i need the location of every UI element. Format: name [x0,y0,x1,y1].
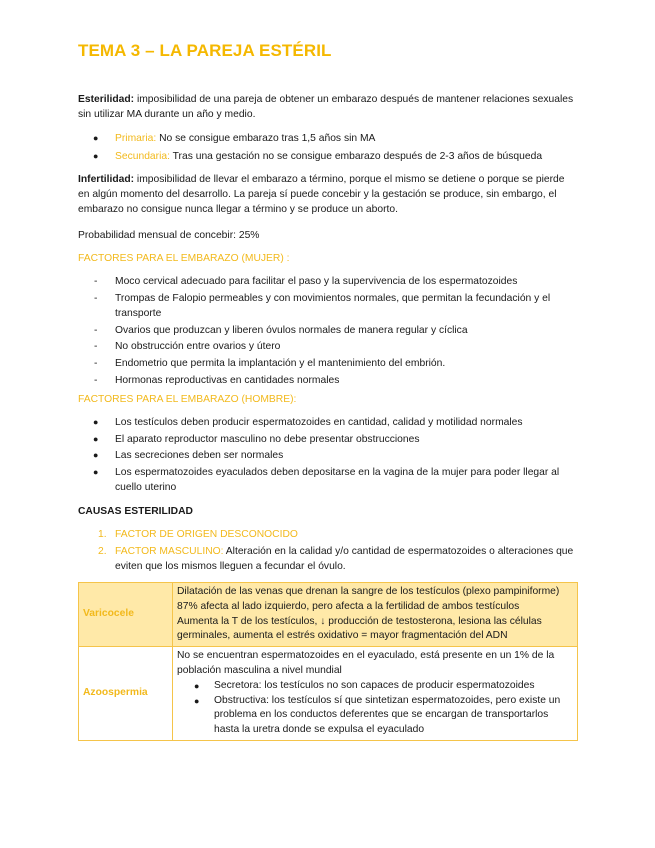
esterilidad-term: Esterilidad: [78,94,135,105]
infertilidad-definition: imposibilidad de llevar el embarazo a término, porque el mismo se detiene o porque se pierde en algún momento del desarrollo. La pareja sí puede concebir y la gestación se produce, sin embargo, el embarazo no consigue nunca llegar a término y se produce un aborto. [78,174,565,216]
list-item: - Ovarios que produzcan y liberen óvulos normales de manera regular y cíclica [94,324,468,336]
factores-hombre-list [78,415,578,497]
list-item: ● Primaria: No se consigue embarazo tras 1,5 años sin MA [78,131,578,146]
list-item: - No obstrucción entre ovarios y útero [94,341,281,353]
table-row-varicocele [79,583,578,647]
list-item: - Endometrio que permita la implantación y el mantenimiento del embrión. [94,358,446,370]
list-item: ● Secundaria: Tras una gestación no se consigue embarazo después de 2-3 años de búsqueda [78,149,578,164]
bullet-icon: ● [93,467,99,478]
varicocele-description: Dilatación de las venas que drenan la sangre de los testículos (plexo pampiniforme) 87% afecta al lado izquierdo, pero afecta a la fertilidad de ambos testículos Aumenta la T de los testículos, ↓ producción de testosterona, lesiona las células germinales, aumenta el estrés oxidativo = mayor fragmentación del ADN [173,583,578,647]
bullet-icon: ● [194,695,200,706]
list-item: ● Obstructiva: los testículos sí que sintetizan espermatozoides, pero existe un problema en los conductos deferentes que se encargan de transportarlos hasta la uretra donde se expulsa el eyaculado [194,694,561,736]
probabilidad-text: Probabilidad mensual de concebir: 25% [78,230,260,241]
bullet-icon: ● [93,450,99,461]
bullet-icon: ● [93,133,99,143]
bullet-icon: ● [93,151,99,162]
list-item: ● El aparato reproductor masculino no debe presentar obstrucciones [78,432,578,447]
infertilidad-paragraph [78,172,578,218]
factores-mujer-heading: FACTORES PARA EL EMBARAZO (MUJER) : [78,253,290,264]
causas-table [78,582,578,741]
factores-hombre-heading: FACTORES PARA EL EMBARAZO (HOMBRE): [78,394,297,405]
infertilidad-term: Infertilidad: [78,174,135,185]
esterilidad-definition: imposibilidad de una pareja de obtener un embarazo después de mantener relaciones sexuales sin utilizar MA durante un año y medio. [78,94,574,121]
list-item: ● Los espermatozoides eyaculados deben depositarse en la vagina de la mujer para poder llegar al cuello uterino [93,467,560,494]
list-item: ● Los testículos deben producir espermatozoides en cantidad, calidad y motilidad normales [78,415,578,430]
list-item: ● Las secreciones deben ser normales [78,448,578,463]
azoospermia-label: Azoospermia [79,647,173,741]
causas-list [78,527,578,575]
causas-heading: CAUSAS ESTERILIDAD [78,506,193,517]
esterilidad-types-list [78,131,578,164]
list-item: ● Secretora: los testículos no son capaces de producir espermatozoides [177,679,573,694]
list-item: - Moco cervical adecuado para facilitar el paso y la supervivencia de los espermatozoides [94,276,518,287]
azoospermia-subtypes [177,679,573,738]
list-item: - Hormonas reproductivas en cantidades normales [94,374,340,386]
bullet-icon: ● [194,680,200,691]
factores-mujer-list [78,274,578,389]
bullet-icon: ● [93,417,99,427]
varicocele-label: Varicocele [79,583,173,647]
bullet-icon: ● [93,433,99,444]
list-item: - Trompas de Falopio permeables y con movimientos normales, que permitan la fecundación y el transporte [94,292,551,319]
esterilidad-paragraph [78,92,578,122]
list-item: 2. FACTOR MASCULINO: Alteración en la calidad y/o cantidad de espermatozoides o alteraciones que eviten que los mismos lleguen a fecundar el óvulo. [98,546,574,573]
table-row-azoospermia [79,647,578,741]
azoospermia-description: No se encuentran espermatozoides en el eyaculado, está presente en un 1% de la población masculina a nivel mundial ● Secretora: los testículos no son capaces de producir espermatozoides ● Obstructiva: los testículos sí que sintetizan espermatozoides, pero existe un problema en los conductos deferentes que se encargan de transportarlos hasta la uretra donde se expulsa el eyaculado [173,647,578,741]
list-item: 1. FACTOR DE ORIGEN DESCONOCIDO [98,529,298,540]
page-title: TEMA 3 – LA PAREJA ESTÉRIL [78,41,332,60]
